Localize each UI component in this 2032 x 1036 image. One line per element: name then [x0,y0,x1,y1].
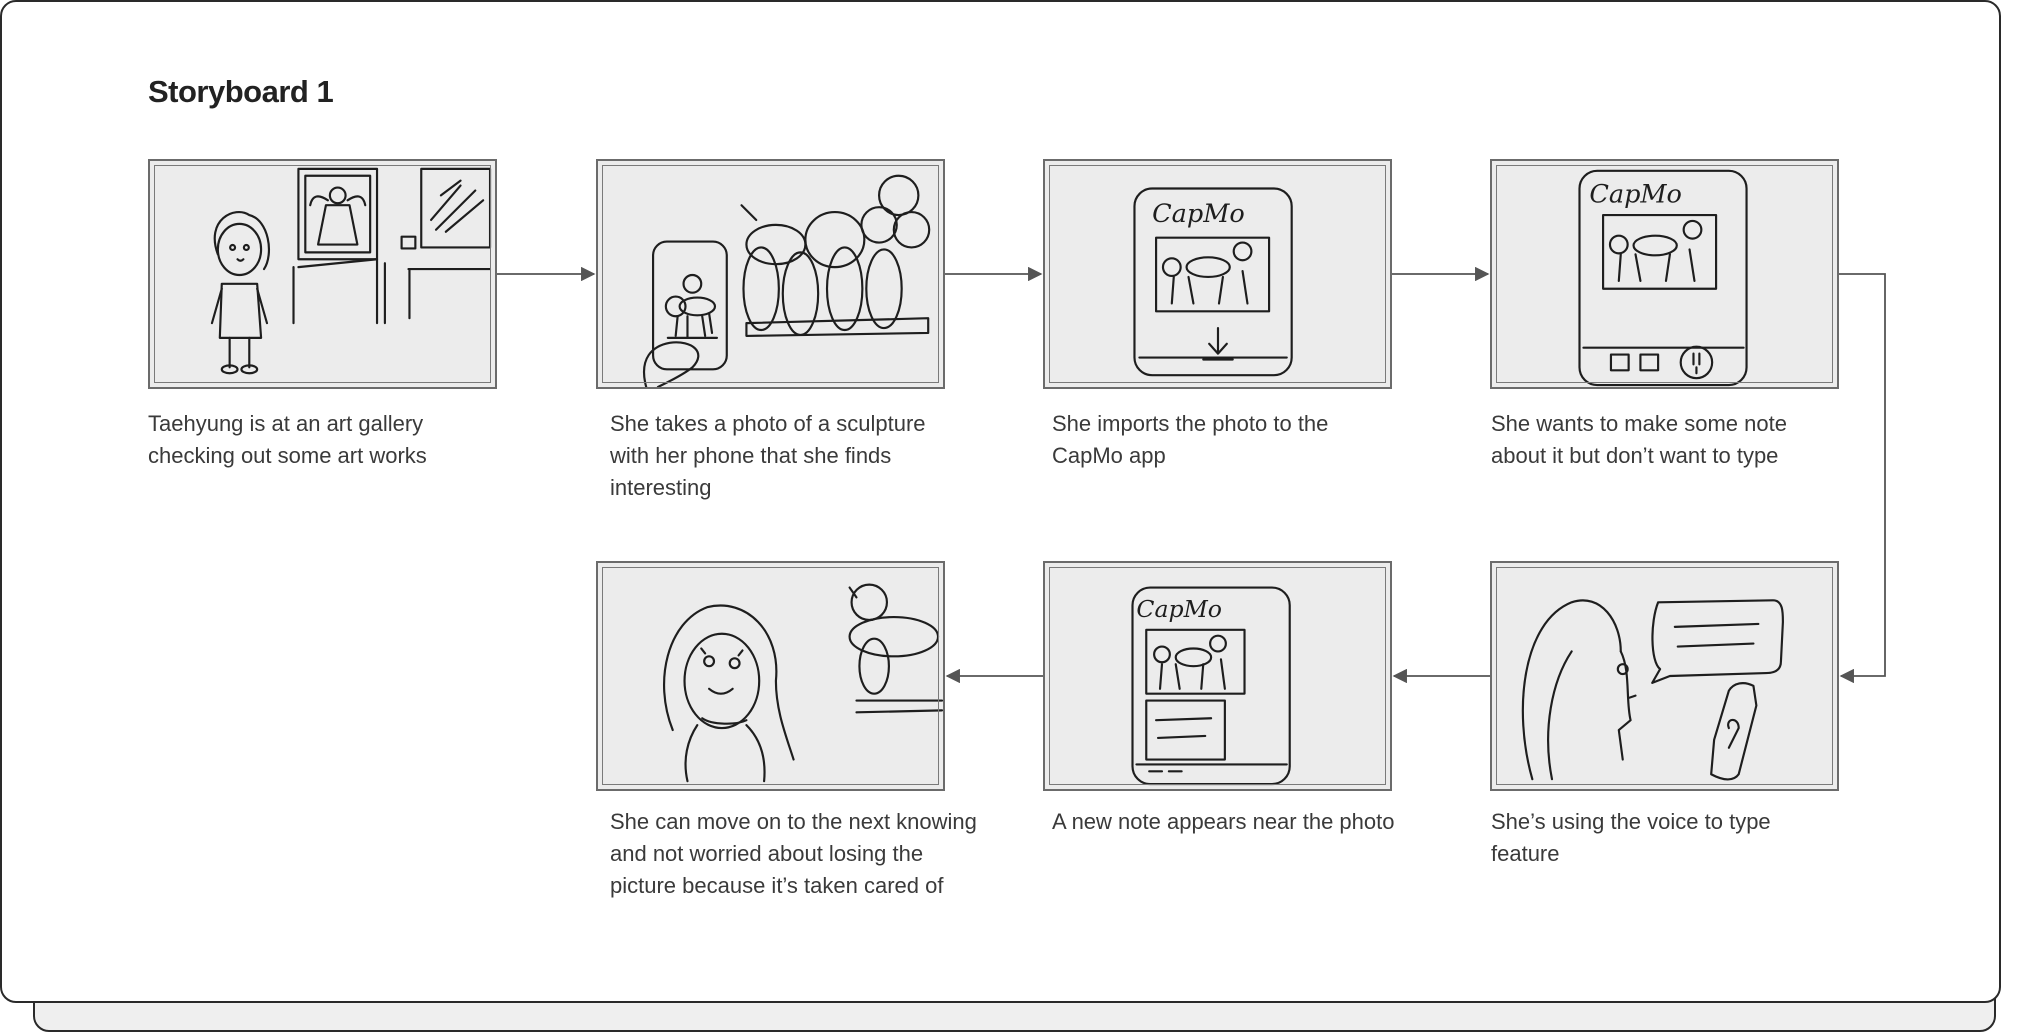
panel-3-sketch [1043,159,1392,389]
svg-text:CapMo: CapMo [1589,179,1682,210]
panel-5-sketch [1490,561,1839,791]
panel-6-sketch [1043,561,1392,791]
panel-6-caption: A new note appears near the photo [1052,809,1395,834]
panel-3-caption: She imports the photo to the CapMo app [1052,411,1329,468]
svg-text:CapMo: CapMo [1136,595,1222,624]
panel-7-sketch [596,561,945,791]
panel-2-caption: She takes a photo of a sculpture with her phone that she finds interesting [610,411,926,500]
svg-text:CapMo: CapMo [1152,198,1245,229]
panel-1-caption: Taehyung is at an art gallery checking out some art works [148,411,427,468]
panel-1-sketch [148,159,497,389]
storyboard-title: Storyboard 1 [148,74,334,109]
panel-7-caption: She can move on to the next knowing and not worried about losing the picture because it’s taken cared of [610,809,977,898]
panel-2-sketch [596,159,945,389]
panel-4-sketch [1490,159,1839,389]
panel-5-caption: She’s using the voice to type feature [1491,809,1771,866]
panel-4-caption: She wants to make some note about it but don’t want to type [1491,411,1787,468]
